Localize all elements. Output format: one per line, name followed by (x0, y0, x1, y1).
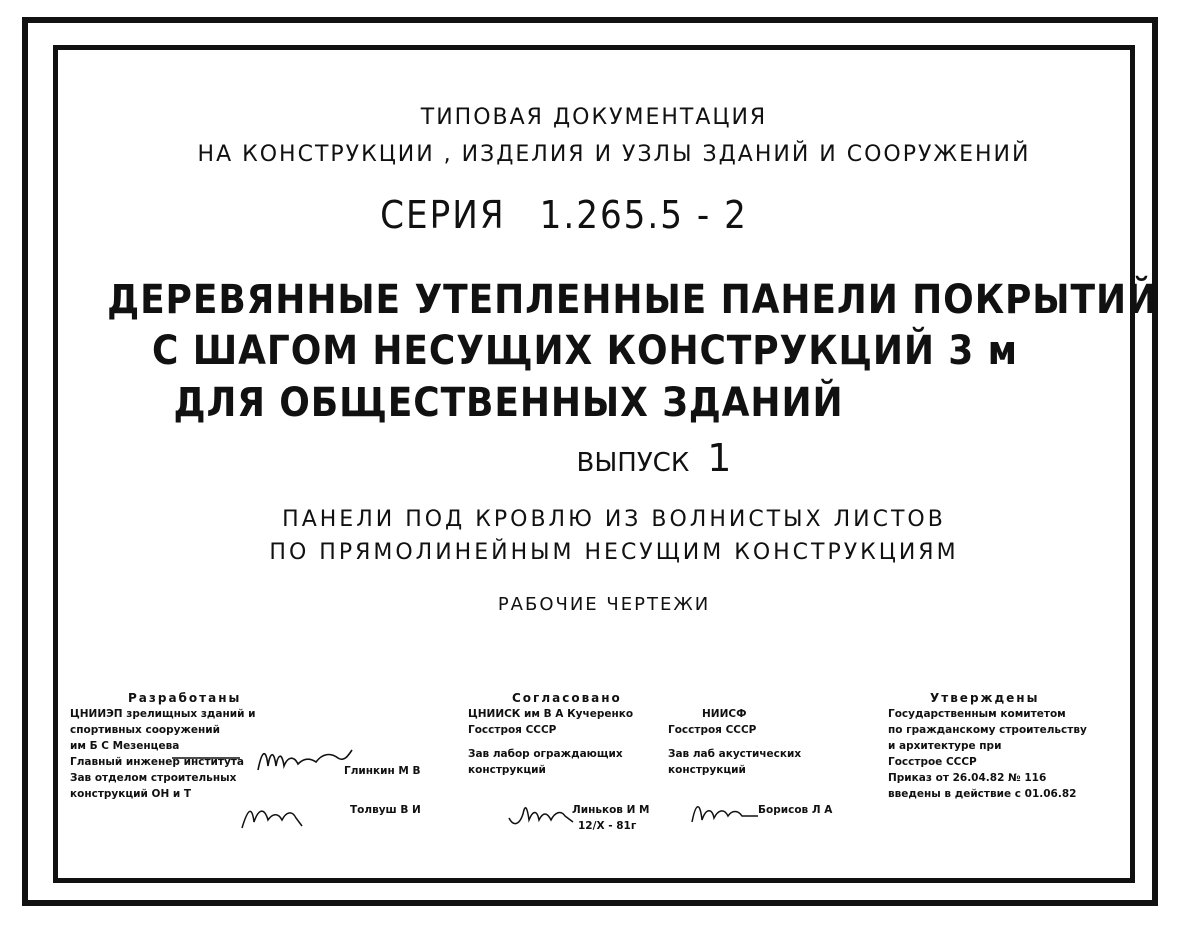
title-line-3: ДЛЯ ОБЩЕСТВЕННЫХ ЗДАНИЙ (173, 380, 844, 426)
agreed-name-1: Линьков И М (572, 804, 650, 816)
developed-role-1: Главный инженер института (70, 756, 244, 768)
header-line-2: НА КОНСТРУКЦИИ , ИЗДЕЛИЯ И УЗЛЫ ЗДАНИЙ И СООРУЖЕНИЙ (197, 142, 1031, 167)
issue-label: ВЫПУСК (576, 448, 690, 478)
developed-org-2: спортивных сооружений (70, 724, 221, 736)
developed-org-1: ЦНИИЭП зрелищных зданий и (70, 708, 256, 720)
series-label: СЕРИЯ (380, 193, 506, 237)
issue-number: 1 (707, 436, 732, 480)
approved-line-4: Госстрое СССР (888, 756, 977, 768)
agreed-block (468, 690, 633, 778)
series-line (53, 193, 1135, 237)
series-number: 1.265.5 - 2 (539, 193, 748, 237)
approved-line-2: по гражданскому строительству (888, 724, 1087, 736)
agreed-role-2b: конструкций (668, 764, 746, 776)
agreed-role-1b: конструкций (468, 764, 546, 776)
agreed-signature-1 (505, 796, 577, 830)
approved-line-3: и архитектуре при (888, 740, 1002, 752)
developed-signature-2 (238, 800, 308, 834)
approved-block (888, 690, 1087, 802)
approved-line-5: Приказ от 26.04.82 № 116 (888, 772, 1047, 784)
agreed-org-2b: Госстроя СССР (668, 724, 757, 736)
agreed-org-1a: ЦНИИСК им В А Кучеренко (468, 708, 634, 720)
header-line-1: ТИПОВАЯ ДОКУМЕНТАЦИЯ (420, 105, 768, 130)
developed-name-1: Глинкин М В (344, 765, 421, 777)
agreed-org-1b: Госстроя СССР (468, 724, 557, 736)
agreed-block-2 (668, 706, 801, 778)
title-line-1: ДЕРЕВЯННЫЕ УТЕПЛЕННЫЕ ПАНЕЛИ ПОКРЫТИЙ (107, 277, 1159, 323)
agreed-heading: Согласовано (512, 691, 622, 705)
developed-signature-1 (170, 740, 360, 780)
issue-line (53, 436, 1135, 480)
agreed-signature-2 (688, 796, 760, 830)
developed-role-3: конструкций ОН и Т (70, 788, 192, 800)
approved-line-1: Государственным комитетом (888, 708, 1066, 720)
agreed-name-2: Борисов Л А (758, 804, 833, 816)
subtitle-line-1: ПАНЕЛИ ПОД КРОВЛЮ ИЗ ВОЛНИСТЫХ ЛИСТОВ (282, 507, 946, 532)
developed-heading: Разработаны (128, 691, 242, 705)
agreed-date-1: 12/X - 81г (578, 820, 637, 832)
document-type: РАБОЧИЕ ЧЕРТЕЖИ (497, 594, 711, 615)
approved-heading: Утверждены (930, 691, 1040, 705)
agreed-role-2a: Зав лаб акустических (668, 748, 802, 760)
approved-line-6: введены в действие с 01.06.82 (888, 788, 1077, 800)
developed-org-3: им Б С Мезенцева (70, 740, 180, 752)
developed-role-2: Зав отделом строительных (70, 772, 237, 784)
agreed-org-2a: НИИСФ (702, 708, 747, 720)
developed-name-2: Толвуш В И (350, 804, 421, 816)
title-line-2: С ШАГОМ НЕСУЩИХ КОНСТРУКЦИЙ 3 м (151, 328, 1019, 374)
agreed-role-1a: Зав лабор ограждающих (468, 748, 623, 760)
subtitle-line-2: ПО ПРЯМОЛИНЕЙНЫМ НЕСУЩИМ КОНСТРУКЦИЯМ (269, 540, 959, 565)
